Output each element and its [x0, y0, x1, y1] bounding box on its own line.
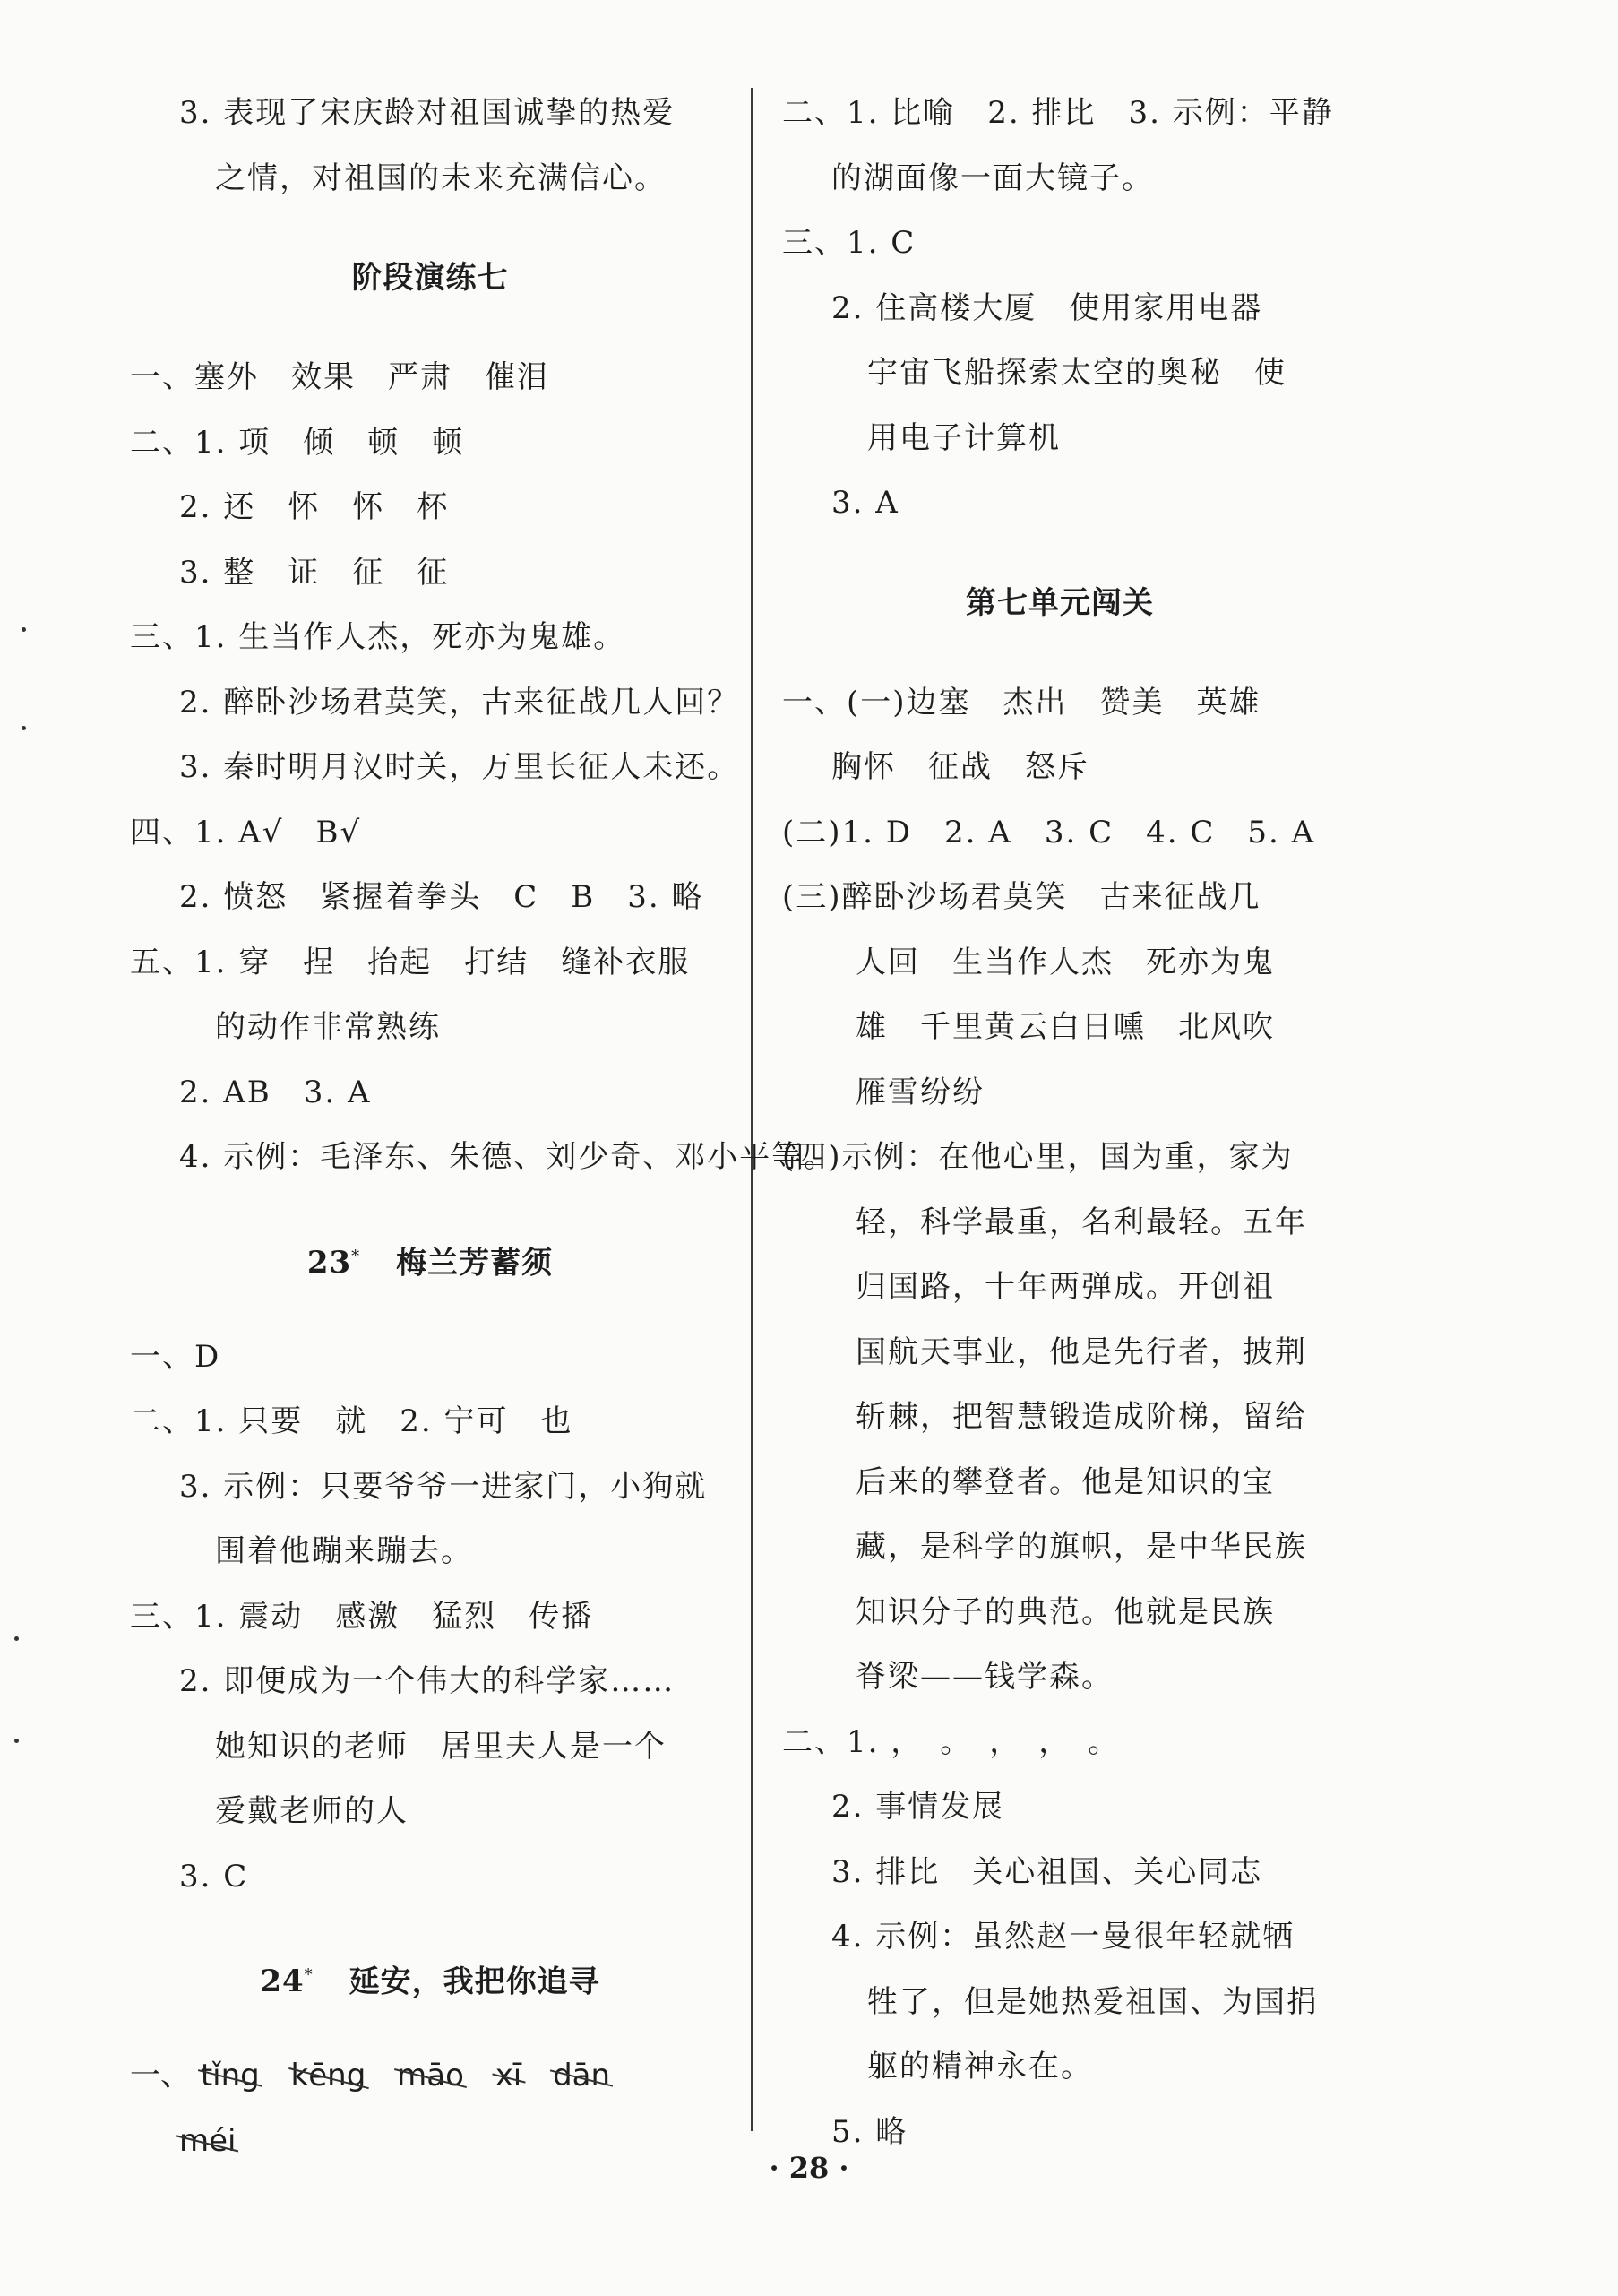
answer-line: 宇宙飞船探索太空的奥秘 使 — [867, 355, 1287, 391]
answer-line: 她知识的老师 居里夫人是一个 — [215, 1728, 667, 1765]
answer-line: 3. 示例：只要爷爷一进家门，小狗就 — [179, 1468, 708, 1505]
answer-line: 胸怀 征战 怒斥 — [831, 749, 1089, 785]
answer-line: 三、1. 生当作人杰，死亦为鬼雄。 — [130, 619, 626, 655]
answer-line: 用电子计算机 — [867, 419, 1061, 456]
pinyin-word: kēng — [291, 2043, 366, 2109]
answer-line: 2. 住高楼大厦 使用家用电器 — [831, 289, 1263, 326]
pinyin-word: méi — [179, 2109, 236, 2174]
answer-line: 四、1. A√ B√ — [130, 814, 362, 850]
answer-line: 三、1. 震动 感激 猛烈 传播 — [130, 1598, 594, 1635]
right-column — [782, 81, 1338, 2164]
answer-line: 后来的攀登者。他是知识的宝 — [856, 1463, 1275, 1500]
margin-dot — [14, 1739, 19, 1743]
answer-line: 3. 排比 关心祖国、关心同志 — [831, 1853, 1263, 1890]
answer-line: 雁雪纷纷 — [856, 1074, 985, 1110]
answer-line: 4. 示例：虽然赵一曼很年轻就牺 — [831, 1919, 1295, 1955]
answer-line: 2. 愤怒 紧握着拳头 C B 3. 略 — [179, 879, 704, 915]
answer-line: 2. 事情发展 — [831, 1789, 1005, 1825]
answer-line: 围着他蹦来蹦去。 — [215, 1533, 473, 1569]
answer-line: 爱戴老师的人 — [215, 1793, 409, 1829]
answer-line: 一、(一)边塞 杰出 赞美 英雄 — [782, 684, 1261, 721]
answer-line: 藏，是科学的旗帜，是中华民族 — [856, 1529, 1307, 1565]
answer-line: (三)醉卧沙场君莫笑 古来征战几 — [782, 879, 1261, 915]
lesson-title: 延安，我把你追寻 — [349, 1964, 600, 2000]
pinyin-word: dān — [553, 2043, 610, 2109]
answer-line: 轻，科学最重，名利最轻。五年 — [856, 1204, 1307, 1240]
answer-line: 2. 醉卧沙场君莫笑，古来征战几人回？ — [179, 684, 740, 721]
answer-line: 雄 千里黄云白日曛 北风吹 — [856, 1009, 1275, 1045]
answer-line: 牲了，但是她热爱祖国、为国捐 — [867, 1983, 1319, 2020]
answer-line: 二、1. 比喻 2. 排比 3. 示例：平静 — [782, 95, 1334, 131]
pinyin-word: māo — [397, 2043, 464, 2109]
answer-line: 2. 即便成为一个伟大的科学家…… — [179, 1663, 676, 1699]
answer-line: 2. AB 3. A — [179, 1074, 372, 1110]
answer-line: 二、1. ， 。 ， ， 。 — [782, 1723, 1121, 1760]
answer-line: 3. 整 证 征 征 — [179, 554, 450, 591]
answer-line: 躯的精神永在。 — [867, 2049, 1093, 2085]
lesson-number: 23* — [306, 1244, 361, 1281]
section-heading: 阶段演练七 — [351, 260, 509, 296]
answer-line: 3. C — [179, 1858, 249, 1895]
pinyin-word: xī — [495, 2043, 522, 2109]
answer-line: 5. 略 — [831, 2113, 908, 2150]
answer-line: 的湖面像一面大镜子。 — [831, 160, 1154, 196]
answer-line: 归国路，十年两弹成。开创祖 — [856, 1269, 1275, 1305]
column-divider — [751, 88, 753, 2131]
answer-line: 2. 还 怀 怀 杯 — [179, 489, 450, 525]
page-number: · 28 · — [769, 2151, 849, 2185]
answer-line: 3. A — [831, 485, 899, 521]
margin-dot — [14, 1636, 19, 1641]
pinyin-answer-line — [130, 2043, 730, 2109]
answer-line: (四)示例：在他心里，国为重，家为 — [782, 1139, 1294, 1175]
answer-prefix: 一、 — [130, 2058, 191, 2093]
answer-line: 脊梁——钱学森。 — [856, 1659, 1114, 1695]
answer-line: 国航天事业，他是先行者，披荆 — [856, 1334, 1307, 1370]
lesson-heading — [130, 1936, 730, 2016]
answer-line: 一、塞外 效果 严肃 催泪 — [130, 359, 549, 395]
answer-line: 斩棘，把智慧锻造成阶梯，留给 — [856, 1399, 1307, 1435]
lesson-number: 24* — [260, 1964, 314, 2000]
answer-line: 人回 生当作人杰 死亦为鬼 — [856, 944, 1275, 980]
answer-line: 二、1. 项 倾 顿 顿 — [130, 424, 465, 461]
answer-line: 五、1. 穿 捏 抬起 打结 缝补衣服 — [130, 944, 691, 980]
answer-line: 知识分子的典范。他就是民族 — [856, 1593, 1275, 1630]
answer-line: 之情，对祖国的未来充满信心。 — [215, 160, 667, 196]
lesson-title: 梅兰芳蓄须 — [396, 1244, 554, 1281]
margin-dot — [22, 627, 26, 632]
margin-dot — [22, 726, 26, 730]
answer-line: 4. 示例：毛泽东、朱德、刘少奇、邓小平等。 — [179, 1139, 837, 1175]
answer-line: 一、D — [130, 1338, 221, 1375]
answer-line: 3. 秦时明月汉时关，万里长征人未还。 — [179, 749, 740, 785]
answer-line: 三、1. C — [782, 225, 917, 261]
lesson-heading — [130, 1217, 730, 1298]
answer-line: 二、1. 只要 就 2. 宁可 也 — [130, 1403, 573, 1439]
pinyin-word: tǐng — [201, 2043, 260, 2109]
section-heading: 第七单元闯关 — [966, 584, 1154, 621]
answer-line: (二)1. D 2. A 3. C 4. C 5. A — [782, 814, 1316, 850]
answer-line: 的动作非常熟练 — [215, 1009, 441, 1045]
answer-line: 3. 表现了宋庆龄对祖国诚挚的热爱 — [179, 95, 676, 131]
